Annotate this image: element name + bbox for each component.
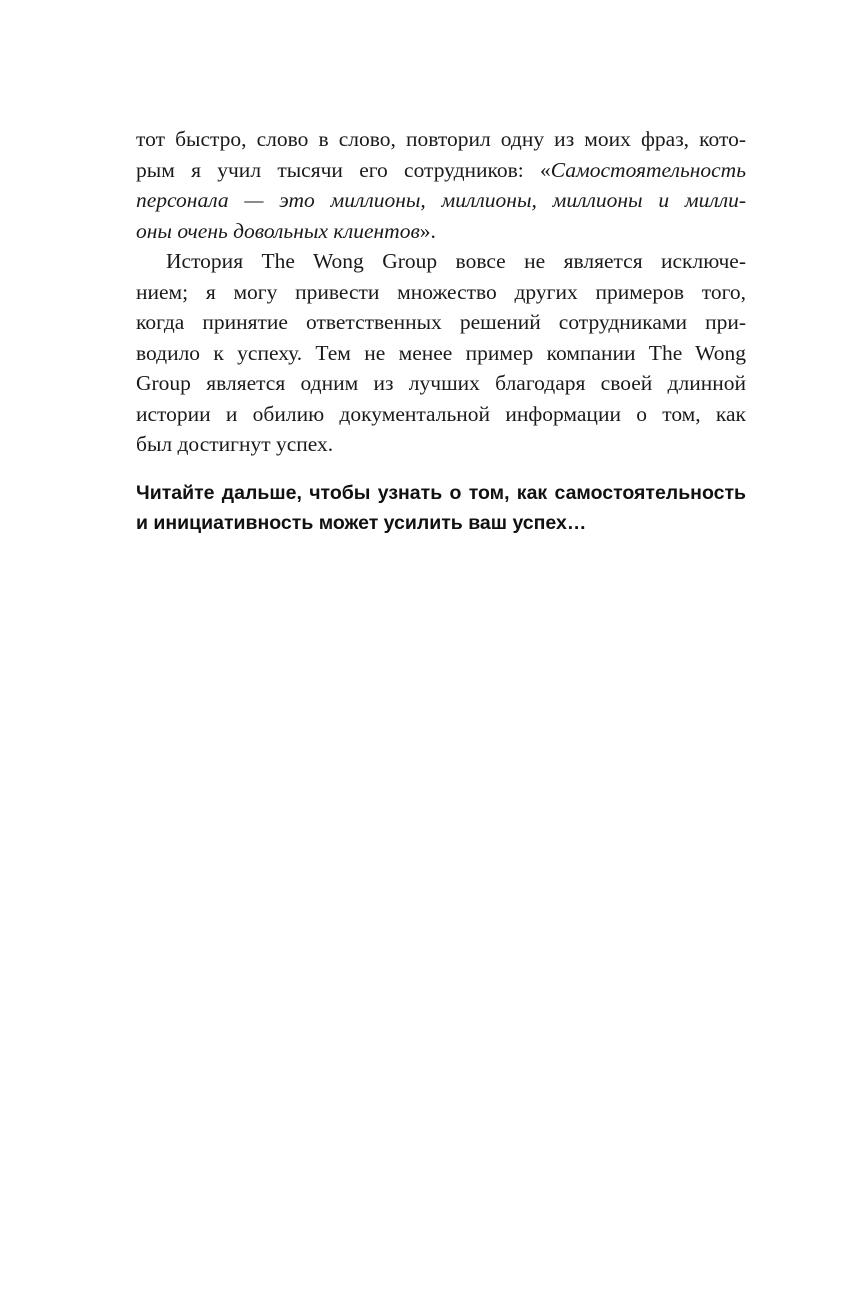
text-line: истории и обилию документальной информации о том, как — [136, 401, 746, 426]
text-line — [136, 216, 746, 247]
call-to-action — [136, 478, 746, 538]
text-line — [136, 155, 746, 186]
paragraph-wong-group — [136, 246, 746, 460]
cta-line: и инициативность может усилить ваш успех… — [136, 512, 587, 534]
text-line — [136, 185, 746, 216]
text-line: нием; я могу привести множество других примеров того, — [136, 279, 746, 304]
paragraph-quote — [136, 124, 746, 246]
text-line: водило к успеху. Тем не менее пример компании The Wong — [136, 340, 746, 365]
body-text — [136, 124, 746, 460]
quote-italic: персонала — это миллионы, миллионы, миллионы и милли- — [136, 188, 746, 212]
text-line-plain: рым я учил тысячи его сотрудников: « — [136, 157, 551, 182]
quote-italic: Самостоятельность — [550, 157, 746, 182]
text-line-plain: ». — [419, 218, 436, 243]
cta-line: Читайте дальше, чтобы узнать о том, как самостоятельность — [136, 482, 746, 504]
text-line: был достигнут успех. — [136, 432, 334, 456]
text-line: История The Wong Group вовсе не является исключе- — [166, 249, 746, 273]
text-line: тот быстро, слово в слово, повторил одну из моих фраз, кото- — [136, 127, 746, 151]
quote-italic: оны очень довольных клиентов — [136, 218, 420, 243]
text-line: Group является одним из лучших благодаря своей длинной — [136, 371, 746, 395]
text-line: когда принятие ответственных решений сотрудниками при- — [136, 310, 746, 334]
